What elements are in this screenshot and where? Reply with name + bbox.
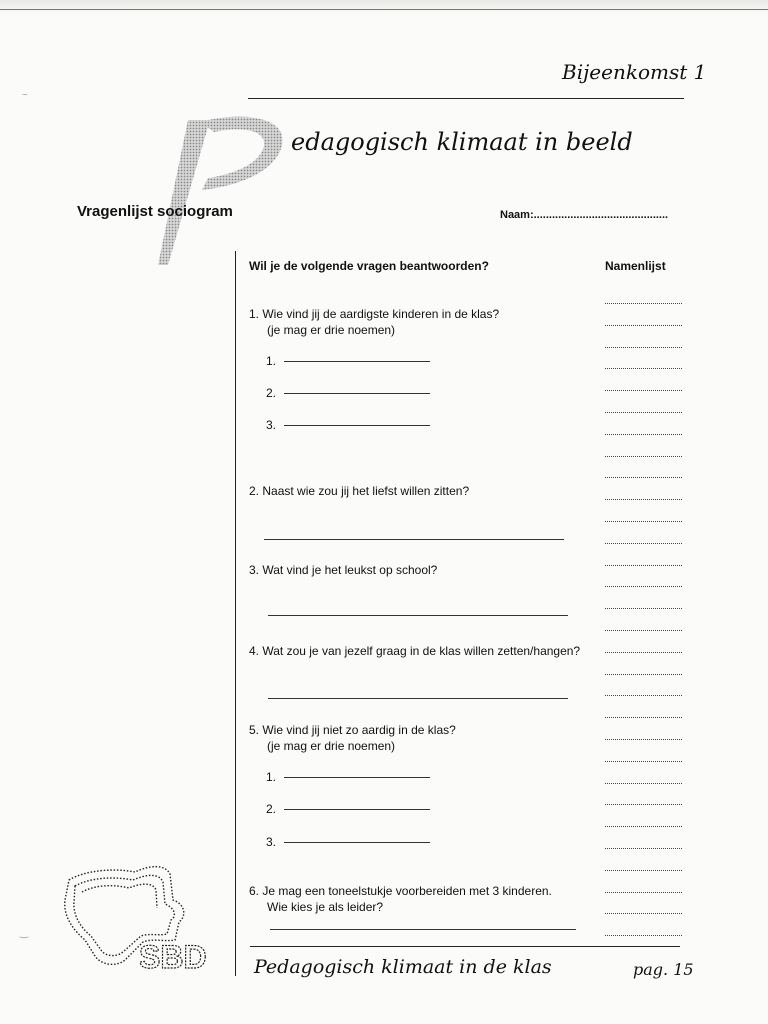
- sbd-logo: [55, 860, 225, 985]
- question-5: [249, 722, 456, 754]
- namelist-line[interactable]: [605, 935, 682, 936]
- question-6: [249, 883, 552, 915]
- question-number: 1.: [249, 307, 260, 321]
- answer-line[interactable]: 3.: [266, 418, 430, 432]
- question-subtext: Wie kies je als leider?: [267, 900, 384, 914]
- form-title: Vragenlijst sociogram: [77, 203, 233, 220]
- question-text: Wat zou je van jezelf graag in de klas willen zetten/hangen?: [262, 644, 581, 658]
- answer-line[interactable]: [264, 539, 564, 540]
- question-subtext: (je mag er drie noemen): [267, 323, 396, 337]
- question-number: 6.: [249, 884, 260, 898]
- question-number: 3.: [249, 563, 260, 577]
- namelist-line[interactable]: [605, 368, 682, 369]
- question-4: [249, 643, 580, 659]
- namelist-line[interactable]: [605, 565, 682, 566]
- page-number: pag. 15: [633, 960, 694, 979]
- question-2: [249, 483, 469, 499]
- namelist-line[interactable]: [605, 804, 682, 805]
- answer-line[interactable]: 1.: [266, 354, 430, 368]
- scan-mark: ‿: [20, 928, 29, 939]
- namelist-line[interactable]: [605, 652, 682, 653]
- footer-text: Pedagogisch klimaat in de klas: [254, 956, 552, 978]
- big-p-graphic: [150, 100, 290, 270]
- question-text: Wat vind je het leukst op school?: [262, 563, 438, 577]
- question-number: 4.: [249, 644, 260, 658]
- logo-text: SBD: [139, 939, 207, 975]
- namelist-line[interactable]: [605, 608, 682, 609]
- namelist-line[interactable]: [605, 456, 682, 457]
- namelist-line[interactable]: [605, 521, 682, 522]
- answer-line[interactable]: 2.: [266, 802, 430, 816]
- meeting-label: Bijeenkomst 1: [562, 60, 707, 84]
- question-number: 2.: [249, 484, 260, 498]
- namelist-line[interactable]: [605, 390, 682, 391]
- namelist-line[interactable]: [605, 674, 682, 675]
- answer-line[interactable]: [270, 929, 576, 930]
- scan-edge: [0, 0, 768, 14]
- top-border-line: [0, 9, 768, 10]
- namelist-line[interactable]: [605, 848, 682, 849]
- question-text: Je mag een toneelstukje voorbereiden met 3 kinderen.: [262, 884, 552, 898]
- namelist-line[interactable]: [605, 913, 682, 914]
- scan-mark: ~: [22, 90, 28, 101]
- question-number: 5.: [249, 723, 260, 737]
- namelist-line[interactable]: [605, 739, 682, 740]
- namelist-line[interactable]: [605, 783, 682, 784]
- header-rule: [248, 98, 684, 99]
- namelist-line[interactable]: [605, 695, 682, 696]
- namelist-line[interactable]: [605, 630, 682, 631]
- namelist-line[interactable]: [605, 761, 682, 762]
- question-text: Naast wie zou jij het liefst willen zitten?: [262, 484, 470, 498]
- namelist-line[interactable]: [605, 717, 682, 718]
- answer-line[interactable]: 3.: [266, 835, 430, 849]
- namelist-line[interactable]: [605, 412, 682, 413]
- intro-text: Wil je de volgende vragen beantwoorden?: [249, 259, 489, 273]
- namelist-line[interactable]: [605, 499, 682, 500]
- namelist-line[interactable]: [605, 303, 682, 304]
- namelist-line[interactable]: [605, 870, 682, 871]
- namelist-line[interactable]: [605, 477, 682, 478]
- namelist-line[interactable]: [605, 892, 682, 893]
- question-subtext: (je mag er drie noemen): [267, 739, 396, 753]
- question-3: [249, 562, 437, 578]
- namelist-line[interactable]: [605, 826, 682, 827]
- answer-line[interactable]: 1.: [266, 770, 430, 784]
- namelist-line[interactable]: [605, 434, 682, 435]
- namelist-line[interactable]: [605, 347, 682, 348]
- page-title: edagogisch klimaat in beeld: [291, 128, 633, 156]
- answer-line[interactable]: 2.: [266, 386, 430, 400]
- vertical-rule: [235, 251, 236, 976]
- question-text: Wie vind jij de aardigste kinderen in de klas?: [262, 307, 500, 321]
- question-1: [249, 306, 499, 338]
- namelist-line[interactable]: [605, 586, 682, 587]
- namelist-header: Namenlijst: [605, 259, 666, 273]
- name-field[interactable]: Naam:............................................: [500, 209, 669, 221]
- question-text: Wie vind jij niet zo aardig in de klas?: [262, 723, 456, 737]
- namelist-line[interactable]: [605, 325, 682, 326]
- answer-line[interactable]: [268, 698, 568, 699]
- namelist-line[interactable]: [605, 543, 682, 544]
- footer-rule: [250, 946, 680, 947]
- answer-line[interactable]: [268, 615, 568, 616]
